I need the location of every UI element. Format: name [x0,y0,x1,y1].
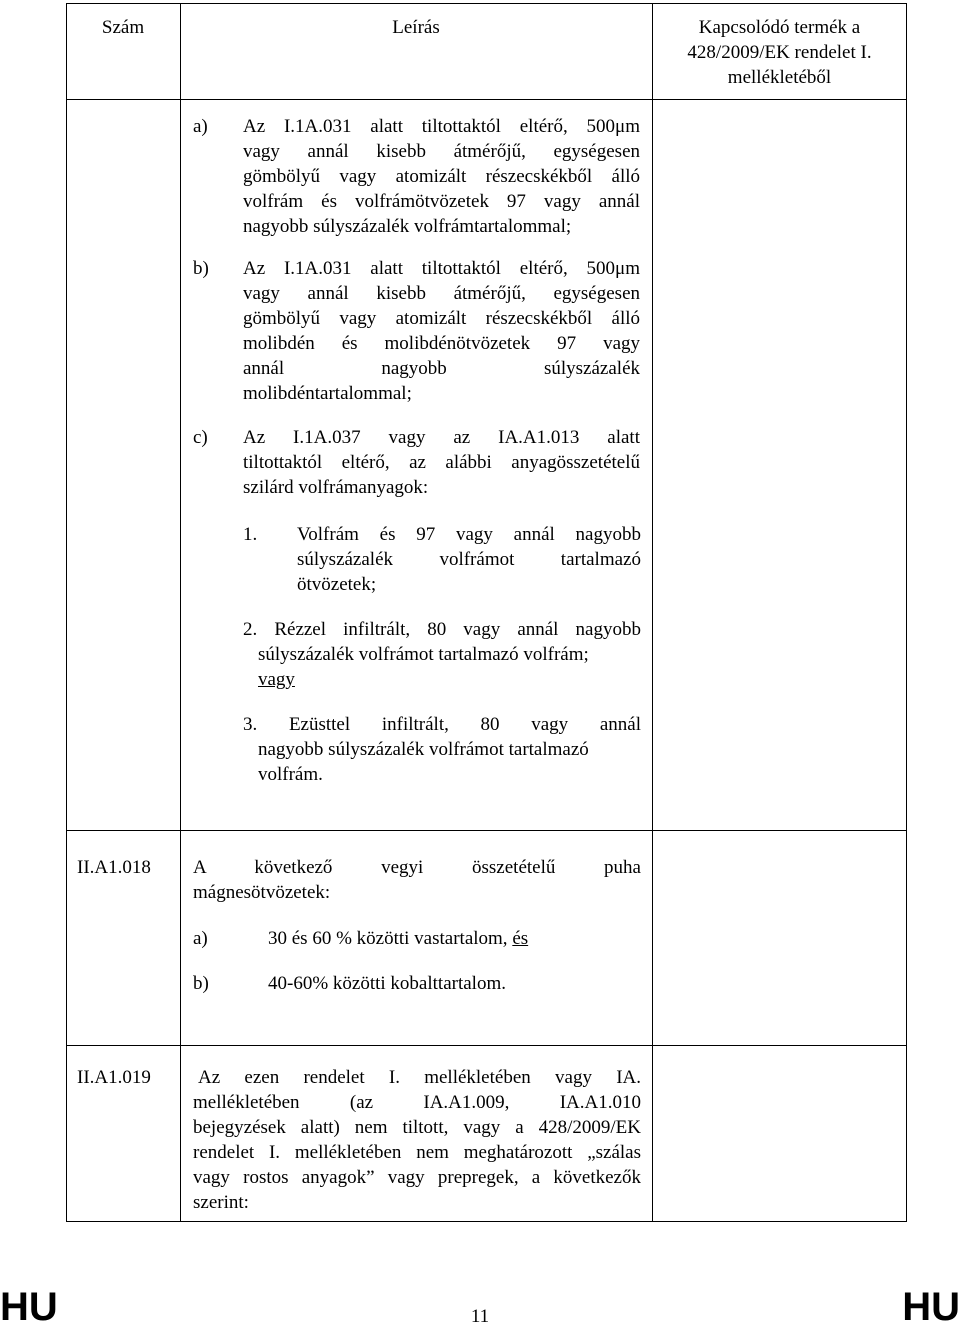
item-b-marker: b) [193,258,209,279]
item-b-text [243,256,640,406]
line: gömbölyű vagy atomizált részecskékből álló [243,166,640,187]
line: vagy [258,669,295,690]
row-divider-2 [67,1045,906,1046]
line: mellékletében (az IA.A1.009, IA.A1.010 [193,1092,641,1113]
line: bejegyzések alatt) nem tiltott, vagy a 428/2009/EK [193,1117,641,1138]
line: Az ezen rendelet I. mellékletében vagy IA. [198,1067,641,1088]
line: rendelet I. mellékletében nem meghatározott „szálas [193,1142,641,1163]
line: szilárd volfrámanyagok: [243,477,429,498]
row2-b-text: 40-60% közötti kobalttartalom. [268,973,506,994]
line: annál nagyobb súlyszázalék [243,358,640,379]
line: Az I.1A.031 alatt tiltottaktól eltérő, 500μm [243,258,640,279]
row2-a-es: és [512,928,529,949]
line: molibdén és molibdénötvözetek 97 vagy [243,333,640,354]
line: mágnesötvözetek: [193,882,331,903]
subitem-3-text [243,712,641,787]
header-szam: Szám [101,17,145,38]
header-divider [67,99,906,100]
column-divider-2 [652,4,653,1221]
line: súlyszázalék volfrámot tartalmazó volfrám; [258,644,589,665]
row2-a-marker: a) [193,928,208,949]
header-col3-line: 428/2009/EK rendelet I. [687,42,872,63]
line: Az I.1A.037 vagy az IA.A1.013 alatt [243,427,640,448]
row2-a-main: 30 és 60 % közötti vastartalom, [268,928,513,949]
item-c-text [243,425,640,500]
line: súlyszázalék volfrámot tartalmazó [297,549,641,570]
item-c-marker: c) [193,427,208,448]
line: volfrám és volfrámötvözetek 97 vagy annál [243,191,640,212]
footer-hu-left: HU [0,1285,58,1329]
line: vagy annál kisebb átmérőjű, egységesen [243,141,640,162]
footer-hu-right: HU [902,1285,960,1329]
line: volfrám. [258,764,323,785]
line: nagyobb súlyszázalék volfrámtartalommal; [243,216,572,237]
subitem-1-text [297,522,641,597]
page-number: 11 [470,1306,490,1327]
line: gömbölyű vagy atomizált részecskékből álló [243,308,640,329]
row3-code: II.A1.019 [77,1067,151,1088]
subitem-2-text [243,617,641,692]
row2-description [193,855,641,905]
line: Az I.1A.031 alatt tiltottaktól eltérő, 500μm [243,116,640,137]
item-a-text [243,114,640,239]
line: ötvözetek; [297,574,377,595]
line: A következő vegyi összetételű puha [193,857,641,878]
row2-code: II.A1.018 [77,857,151,878]
item-a-marker: a) [193,116,208,137]
row3-description [193,1065,641,1215]
line: vagy rostos anyagok” vagy prepregek, a következők [193,1167,641,1188]
line: szerint: [193,1192,249,1213]
header-col3-line: Kapcsolódó termék a [698,17,861,38]
line: vagy annál kisebb átmérőjű, egységesen [243,283,640,304]
column-divider-1 [180,4,181,1221]
subitem-1-marker: 1. [243,524,258,545]
row2-b-marker: b) [193,973,209,994]
line: 2. Rézzel infiltrált, 80 vagy annál nagyobb [243,619,641,640]
header-col3-line: mellékletéből [727,67,832,88]
line: nagyobb súlyszázalék volfrámot tartalmazó [258,739,589,760]
line: Volfrám és 97 vagy annál nagyobb [297,524,641,545]
line: tiltottaktól eltérő, az alábbi anyagösszetételű [243,452,640,473]
header-kapcsolodo [652,15,907,90]
header-leiras: Leírás [392,17,440,38]
line: 3. Ezüsttel infiltrált, 80 vagy annál [243,714,641,735]
row-divider-1 [67,830,906,831]
line: molibdéntartalommal; [243,383,412,404]
row2-a-text [268,926,528,951]
